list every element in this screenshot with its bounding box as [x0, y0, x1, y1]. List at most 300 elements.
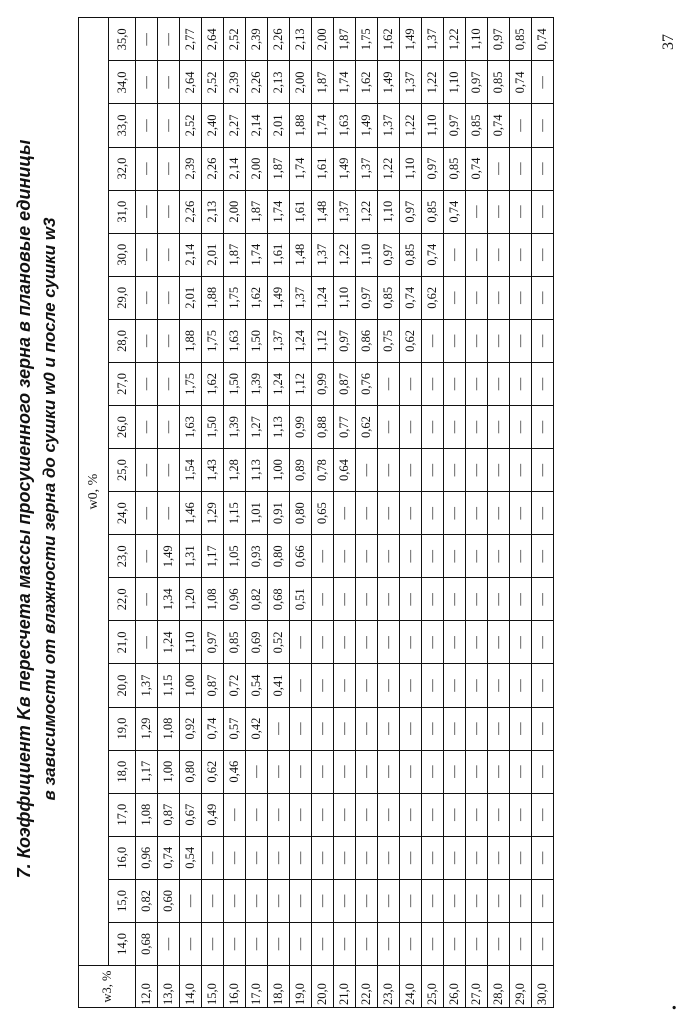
table-cell: — [510, 492, 532, 535]
table-cell: 0,80 [268, 535, 290, 578]
table-cell: — [488, 793, 510, 836]
table-cell: 1,10 [180, 621, 202, 664]
table-cell: 1,10 [444, 61, 466, 104]
table-cell: 0,85 [400, 233, 422, 276]
table-cell: 0,85 [488, 61, 510, 104]
table-cell: — [422, 750, 444, 793]
table-cell: — [268, 750, 290, 793]
table-cell: 0,85 [444, 147, 466, 190]
table-cell: 1,15 [158, 664, 180, 707]
table-cell: 2,64 [202, 18, 224, 61]
table-cell: 0,74 [488, 104, 510, 147]
table-cell: 0,82 [246, 578, 268, 621]
table-cell: — [224, 922, 246, 965]
table-cell: — [158, 319, 180, 362]
table-cell: — [444, 233, 466, 276]
table-cell: — [444, 621, 466, 664]
table-cell: 2,27 [224, 104, 246, 147]
table-cell: — [510, 319, 532, 362]
table-cell: — [268, 922, 290, 965]
table-cell: 2,01 [202, 233, 224, 276]
table-cell: 2,52 [202, 61, 224, 104]
table-cell: 0,97 [466, 61, 488, 104]
table-cell: 0,62 [400, 319, 422, 362]
table-cell: 1,49 [158, 535, 180, 578]
table-row [444, 18, 466, 1008]
table-cell: 0,74 [158, 836, 180, 879]
column-header: 35,0 [109, 18, 136, 61]
table-cell: 1,37 [334, 190, 356, 233]
table-cell: 1,22 [422, 61, 444, 104]
table-cell: — [532, 664, 554, 707]
table-cell: — [246, 922, 268, 965]
table-cell: — [510, 147, 532, 190]
table-cell: — [136, 449, 158, 492]
table-cell: — [422, 362, 444, 405]
table-cell: — [334, 578, 356, 621]
table-cell: — [488, 233, 510, 276]
table-cell: 0,87 [202, 664, 224, 707]
table-cell: 1,29 [202, 492, 224, 535]
table-cell: 1,54 [180, 449, 202, 492]
table-cell: — [422, 664, 444, 707]
table-cell: 0,51 [290, 578, 312, 621]
table-cell: — [532, 449, 554, 492]
table-cell: — [488, 922, 510, 965]
table-cell: — [532, 793, 554, 836]
column-header: 28,0 [109, 319, 136, 362]
table-cell: — [356, 535, 378, 578]
table-cell: 1,10 [378, 190, 400, 233]
table-cell: — [466, 319, 488, 362]
table-cell: — [334, 535, 356, 578]
table-cell: — [158, 405, 180, 448]
table-cell: — [136, 104, 158, 147]
table-cell: — [444, 793, 466, 836]
table-cell: 1,27 [246, 405, 268, 448]
row-label: 28,0 [488, 966, 510, 1008]
table-cell: 0,99 [290, 405, 312, 448]
table-cell: — [268, 879, 290, 922]
table-cell: — [532, 922, 554, 965]
table-cell: 2,39 [224, 61, 246, 104]
table-cell: — [356, 836, 378, 879]
table-cell: 0,97 [444, 104, 466, 147]
table-cell: — [532, 621, 554, 664]
table-cell: — [466, 879, 488, 922]
table-cell: — [510, 535, 532, 578]
table-cell: 1,10 [466, 18, 488, 61]
table-cell: 1,22 [400, 104, 422, 147]
table-cell: — [378, 922, 400, 965]
table-cell: — [488, 362, 510, 405]
table-cell: 1,75 [356, 18, 378, 61]
table-cell: 1,13 [268, 405, 290, 448]
table-cell: 1,01 [246, 492, 268, 535]
row-label: 27,0 [466, 966, 488, 1008]
table-cell: 0,85 [378, 276, 400, 319]
table-cell: — [422, 879, 444, 922]
row-label: 22,0 [356, 966, 378, 1008]
table-cell: 1,00 [268, 449, 290, 492]
table-cell: — [400, 578, 422, 621]
column-header: 26,0 [109, 405, 136, 448]
table-cell: 0,52 [268, 621, 290, 664]
table-cell: 0,60 [158, 879, 180, 922]
table-cell: — [400, 405, 422, 448]
table-cell: 0,68 [268, 578, 290, 621]
table-cell: 2,01 [268, 104, 290, 147]
table-cell: — [136, 190, 158, 233]
table-row [334, 18, 356, 1008]
table-cell: — [158, 276, 180, 319]
row-label: 15,0 [202, 966, 224, 1008]
table-cell: — [422, 793, 444, 836]
table-cell: 0,80 [180, 750, 202, 793]
row-label: 18,0 [268, 966, 290, 1008]
table-cell: — [268, 707, 290, 750]
table-cell: — [444, 535, 466, 578]
table-cell: — [488, 879, 510, 922]
table-cell: — [268, 836, 290, 879]
table-cell: — [290, 707, 312, 750]
table-cell: — [488, 836, 510, 879]
table-cell: — [158, 492, 180, 535]
table-cell: 1,08 [158, 707, 180, 750]
table-cell: 1,24 [290, 319, 312, 362]
table-cell: — [356, 578, 378, 621]
table-row [224, 18, 246, 1008]
table-row [532, 18, 554, 1008]
table-cell: 0,67 [180, 793, 202, 836]
table-cell: — [312, 750, 334, 793]
table-cell: — [532, 707, 554, 750]
table-cell: — [510, 362, 532, 405]
table-cell: — [158, 147, 180, 190]
coefficient-table [78, 17, 554, 1008]
table-cell: — [532, 190, 554, 233]
row-label: 26,0 [444, 966, 466, 1008]
table-cell: 2,52 [224, 18, 246, 61]
column-header: 24,0 [109, 492, 136, 535]
table-cell: 1,49 [268, 276, 290, 319]
table-row [158, 18, 180, 1008]
table-cell: — [532, 578, 554, 621]
table-cell: — [356, 707, 378, 750]
table-row [356, 18, 378, 1008]
table-cell: — [202, 879, 224, 922]
table-cell: — [180, 922, 202, 965]
table-cell: 0,87 [158, 793, 180, 836]
table-cell: 2,13 [268, 61, 290, 104]
table-cell: 1,50 [202, 405, 224, 448]
table-cell: 2,77 [180, 18, 202, 61]
table-cell: 2,00 [246, 147, 268, 190]
row-label: 17,0 [246, 966, 268, 1008]
table-cell: — [312, 879, 334, 922]
table-cell: — [510, 707, 532, 750]
table-cell: 1,63 [224, 319, 246, 362]
table-cell: 1,37 [136, 664, 158, 707]
table-cell: — [136, 405, 158, 448]
table-row [422, 18, 444, 1008]
table-cell: — [510, 664, 532, 707]
table-cell: — [158, 922, 180, 965]
table-cell: 1,37 [356, 147, 378, 190]
table-cell: 2,13 [202, 190, 224, 233]
table-cell: 1,49 [356, 104, 378, 147]
table-cell: 1,50 [224, 362, 246, 405]
table-cell: 0,72 [224, 664, 246, 707]
table-cell: 1,24 [312, 276, 334, 319]
table-cell: — [290, 836, 312, 879]
table-cell: — [356, 664, 378, 707]
table-cell: 0,74 [400, 276, 422, 319]
table-cell: — [290, 879, 312, 922]
table-cell: — [510, 879, 532, 922]
table-cell: — [532, 362, 554, 405]
table-cell: — [444, 362, 466, 405]
column-header: 23,0 [109, 535, 136, 578]
column-header: 21,0 [109, 621, 136, 664]
table-cell: 1,87 [334, 18, 356, 61]
table-cell: — [334, 793, 356, 836]
table-cell: — [334, 836, 356, 879]
table-cell: 1,61 [312, 147, 334, 190]
row-label: 19,0 [290, 966, 312, 1008]
table-cell: 2,26 [180, 190, 202, 233]
table-cell: 0,62 [356, 405, 378, 448]
table-cell: — [378, 578, 400, 621]
table-cell: 0,69 [246, 621, 268, 664]
row-label: 30,0 [532, 966, 554, 1008]
table-cell: — [510, 276, 532, 319]
table-cell: — [422, 922, 444, 965]
table-cell: 0,75 [378, 319, 400, 362]
table-cell: 1,34 [158, 578, 180, 621]
table-cell: 1,24 [158, 621, 180, 664]
column-header: 16,0 [109, 836, 136, 879]
column-header-row [109, 18, 136, 1008]
table-cell: — [400, 621, 422, 664]
table-cell: — [224, 836, 246, 879]
table-cell: — [444, 922, 466, 965]
table-cell: — [378, 405, 400, 448]
table-cell: — [136, 233, 158, 276]
table-cell: 1,12 [312, 319, 334, 362]
table-cell: — [378, 793, 400, 836]
table-cell: 0,49 [202, 793, 224, 836]
table-cell: 1,62 [378, 18, 400, 61]
table-cell: — [400, 793, 422, 836]
table-cell: — [290, 922, 312, 965]
table-cell: 1,87 [312, 61, 334, 104]
table-cell: 0,97 [400, 190, 422, 233]
table-cell: — [532, 233, 554, 276]
row-label: 21,0 [334, 966, 356, 1008]
column-header: 14,0 [109, 922, 136, 965]
table-cell: — [422, 535, 444, 578]
table-cell: 0,74 [466, 147, 488, 190]
table-row [378, 18, 400, 1008]
table-row [246, 18, 268, 1008]
table-cell: — [290, 664, 312, 707]
table-cell: 1,22 [356, 190, 378, 233]
table-row [180, 18, 202, 1008]
table-cell: 1,12 [290, 362, 312, 405]
table-cell: 0,87 [334, 362, 356, 405]
table-cell: 0,85 [510, 18, 532, 61]
table-cell: 1,74 [334, 61, 356, 104]
table-cell: — [180, 879, 202, 922]
table-cell: 2,00 [224, 190, 246, 233]
table-cell: — [268, 793, 290, 836]
table-row [136, 18, 158, 1008]
table-cell: 2,01 [180, 276, 202, 319]
table-cell: 1,87 [246, 190, 268, 233]
table-cell: 0,74 [444, 190, 466, 233]
column-header: 18,0 [109, 750, 136, 793]
table-cell: 1,17 [136, 750, 158, 793]
table-cell: — [378, 621, 400, 664]
table-cell: 1,29 [136, 707, 158, 750]
table-cell: 0,85 [224, 621, 246, 664]
table-cell: — [422, 621, 444, 664]
table-cell: 1,17 [202, 535, 224, 578]
row-label: 16,0 [224, 966, 246, 1008]
page-number: 37 [660, 34, 677, 50]
table-cell: — [378, 664, 400, 707]
table-cell: 0,92 [180, 707, 202, 750]
table-cell: — [422, 578, 444, 621]
table-cell: — [334, 492, 356, 535]
column-header: 19,0 [109, 707, 136, 750]
table-cell: 0,97 [334, 319, 356, 362]
table-cell: — [532, 836, 554, 879]
row-label: 23,0 [378, 966, 400, 1008]
table-cell: 1,22 [378, 147, 400, 190]
table-cell: — [532, 276, 554, 319]
w3-header: w3, % [79, 966, 136, 1008]
table-cell: 1,22 [334, 233, 356, 276]
table-cell: — [488, 449, 510, 492]
table-cell: 1,10 [356, 233, 378, 276]
table-cell: 1,75 [224, 276, 246, 319]
table-cell: — [356, 793, 378, 836]
table-cell: 1,10 [422, 104, 444, 147]
table-cell: 0,99 [312, 362, 334, 405]
table-cell: 1,74 [312, 104, 334, 147]
column-header: 15,0 [109, 879, 136, 922]
table-cell: — [488, 147, 510, 190]
table-cell: 0,97 [202, 621, 224, 664]
table-cell: 1,22 [444, 18, 466, 61]
table-cell: — [356, 750, 378, 793]
table-cell: 1,74 [246, 233, 268, 276]
table-cell: — [466, 578, 488, 621]
column-header: 22,0 [109, 578, 136, 621]
table-cell: — [312, 578, 334, 621]
table-cell: — [532, 492, 554, 535]
table-cell: — [334, 664, 356, 707]
table-cell: — [422, 836, 444, 879]
table-cell: 0,96 [136, 836, 158, 879]
table-cell: — [312, 664, 334, 707]
table-cell: — [312, 707, 334, 750]
table-cell: — [510, 793, 532, 836]
table-cell: 0,96 [224, 578, 246, 621]
table-cell: — [510, 922, 532, 965]
row-label: 14,0 [180, 966, 202, 1008]
table-cell: 1,75 [180, 362, 202, 405]
table-cell: — [158, 362, 180, 405]
table-cell: 0,41 [268, 664, 290, 707]
table-cell: 1,46 [180, 492, 202, 535]
table-cell: 1,62 [356, 61, 378, 104]
table-cell: — [444, 405, 466, 448]
table-cell: — [444, 578, 466, 621]
table-cell: 1,08 [202, 578, 224, 621]
table-cell: — [400, 750, 422, 793]
table-cell: — [158, 104, 180, 147]
table-cell: — [466, 707, 488, 750]
table-cell: 1,48 [290, 233, 312, 276]
table-cell: 0,77 [334, 405, 356, 448]
table-cell: 1,39 [224, 405, 246, 448]
table-cell: 2,14 [246, 104, 268, 147]
table-cell: — [312, 535, 334, 578]
table-cell: — [158, 233, 180, 276]
table-cell: 0,97 [356, 276, 378, 319]
table-cell: 1,88 [290, 104, 312, 147]
table-cell: 1,62 [246, 276, 268, 319]
table-cell: — [488, 578, 510, 621]
table-cell: 1,50 [246, 319, 268, 362]
table-cell: 2,13 [290, 18, 312, 61]
table-cell: — [444, 879, 466, 922]
table-cell: — [356, 449, 378, 492]
table-cell: — [246, 879, 268, 922]
table-cell: 1,10 [400, 147, 422, 190]
table-cell: — [466, 449, 488, 492]
table-cell: 1,37 [422, 18, 444, 61]
table-cell: — [466, 750, 488, 793]
table-cell: — [532, 750, 554, 793]
table-cell: 0,66 [290, 535, 312, 578]
table-cell: 2,39 [180, 147, 202, 190]
table-cell: — [158, 18, 180, 61]
table-cell: 0,86 [356, 319, 378, 362]
table-cell: 0,88 [312, 405, 334, 448]
table-cell: 2,14 [224, 147, 246, 190]
table-cell: 1,28 [224, 449, 246, 492]
table-cell: — [400, 362, 422, 405]
table-cell: 0,91 [268, 492, 290, 535]
table-cell: 1,08 [136, 793, 158, 836]
table-cell: — [334, 707, 356, 750]
table-cell: 0,62 [202, 750, 224, 793]
table-cell: — [466, 276, 488, 319]
table-cell: — [334, 621, 356, 664]
table-cell: 0,65 [312, 492, 334, 535]
table-cell: 1,63 [180, 405, 202, 448]
column-header: 20,0 [109, 664, 136, 707]
table-cell: 1,49 [400, 18, 422, 61]
table-cell: — [246, 793, 268, 836]
table-cell: — [422, 707, 444, 750]
table-cell: 2,40 [202, 104, 224, 147]
table-cell: 0,89 [290, 449, 312, 492]
